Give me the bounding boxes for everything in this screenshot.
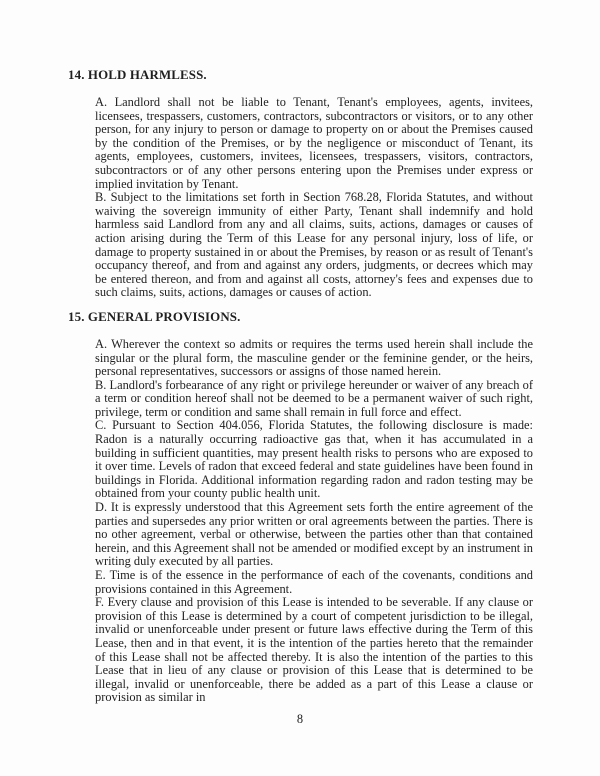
paragraph-15d: D. It is expressly understood that this Agreement sets forth the entire agreement of the parties and supersedes any prior written or oral agreements between the parties. There is no other agreement, verbal or otherwise, between the parties other than that contained herein, and this Agreement shall not be amended or modified except by an instrument in writing duly executed by all parties. <box>95 500 533 569</box>
paragraph-15c: C. Pursuant to Section 404.056, Florida Statutes, the following disclosure is made: Radon is a naturally occurring radioactive gas that, when it has accumulated in a building in sufficient quantities, may present health risks to persons who are exposed to it over time. Levels of radon that exceed federal and state guidelines have been found in buildings in Florida. Additional information regarding radon and radon testing may be obtained from your county public health unit. <box>95 418 533 501</box>
document-content <box>68 68 534 705</box>
page-number: 8 <box>296 712 304 726</box>
section-hold-harmless <box>68 68 534 300</box>
section-body <box>95 338 533 705</box>
paragraph-14b: B. Subject to the limitations set forth in Section 768.28, Florida Statutes, and without waiving the sovereign immunity of either Party, Tenant shall indemnify and hold harmless said Landlord from any and all claims, suits, actions, damages or causes of action arising during the Term of this Lease for any personal injury, loss of life, or damage to property sustained in or about the Premises, by reason or as result of Tenant's occupancy thereof, and from and against any orders, judgments, or decrees which may be entered thereon, and from and against all costs, attorney's fees and expenses due to such claims, suits, actions, damages or causes of action. <box>95 190 533 300</box>
section-heading: 15. GENERAL PROVISIONS. <box>68 309 241 324</box>
section-general-provisions <box>68 310 534 705</box>
section-heading: 14. HOLD HARMLESS. <box>68 68 207 82</box>
paragraph-15e: E. Time is of the essence in the performance of each of the covenants, conditions and provisions contained in this Agreement. <box>95 568 533 596</box>
paragraph-14a: A. Landlord shall not be liable to Tenant, Tenant's employees, agents, invitees, licensees, trespassers, customers, contractors, subcontractors or visitors, or to any other person, for any injury to person or damage to property on or about the Premises caused by the condition of the Premises, or by the negligence or misconduct of Tenant, its agents, employees, customers, invitees, licensees, trespassers, visitors, contractors, subcontractors or of any other persons entering upon the Premises under express or implied invitation by Tenant. <box>95 95 533 191</box>
section-body <box>95 96 533 300</box>
paragraph-15b: B. Landlord's forbearance of any right or privilege hereunder or waiver of any breach of a term or condition hereof shall not be deemed to be a permanent waiver of such right, privilege, term or condition and same shall remain in full force and effect. <box>95 377 533 419</box>
paragraph-15a: A. Wherever the context so admits or requires the terms used herein shall include the singular or the plural form, the masculine gender or the feminine gender, or the heirs, personal representatives, successors or assigns of those named herein. <box>95 336 533 379</box>
paragraph-15f: F. Every clause and provision of this Lease is intended to be severable. If any clause or provision of this Lease is determined by a court of competent jurisdiction to be illegal, invalid or unenforceable under present or future laws effective during the Term of this Lease, then and in that event, it is the intention of the parties hereto that the remainder of this Lease shall not be affected thereby. It is also the intention of the parties to this Lease that in lieu of any clause or provision of this Lease that is determined to be illegal, invalid or unenforceable, there be added as a part of this Lease a clause or provision as similar in <box>95 595 533 705</box>
